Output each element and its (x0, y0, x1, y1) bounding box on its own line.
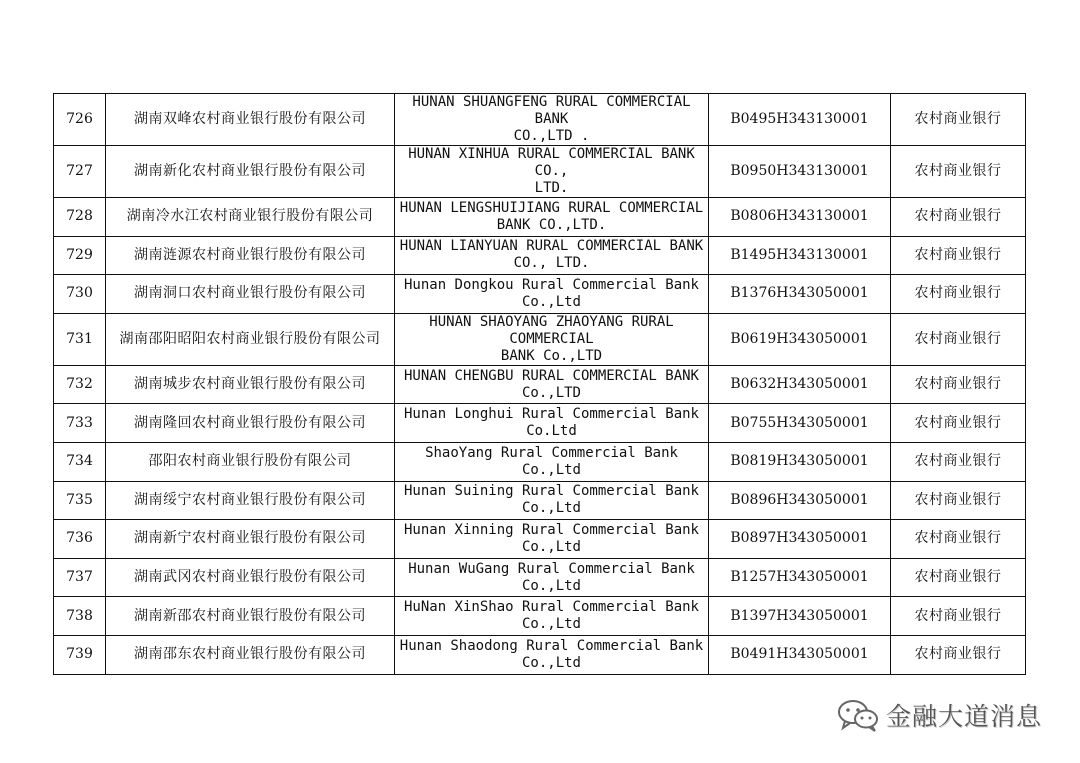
bank-name-en: Hunan Xinning Rural Commercial Bank Co.,Ltd (395, 520, 709, 559)
bank-name-en: ShaoYang Rural Commercial Bank Co.,Ltd (395, 442, 709, 481)
institution-type: 农村商业银行 (891, 635, 1026, 674)
bank-name-en: HUNAN CHENGBU RURAL COMMERCIAL BANK Co.,LTD (395, 365, 709, 404)
institution-code: B1495H343130001 (709, 236, 891, 275)
bank-name-cn: 湖南新化农村商业银行股份有限公司 (106, 146, 395, 198)
institution-type: 农村商业银行 (891, 442, 1026, 481)
institution-code: B1376H343050001 (709, 275, 891, 314)
bank-name-cn: 湖南城步农村商业银行股份有限公司 (106, 365, 395, 404)
bank-name-en: Hunan Shaodong Rural Commercial Bank Co.,Ltd (395, 635, 709, 674)
institution-type: 农村商业银行 (891, 313, 1026, 365)
row-number: 728 (54, 198, 106, 237)
table-row (54, 558, 1026, 597)
bank-name-en: HUNAN LIANYUAN RURAL COMMERCIAL BANK CO., LTD. (395, 236, 709, 275)
institution-type: 农村商业银行 (891, 520, 1026, 559)
bank-name-cn: 湖南涟源农村商业银行股份有限公司 (106, 236, 395, 275)
bank-name-en: Hunan Suining Rural Commercial Bank Co.,Ltd (395, 481, 709, 520)
institution-code: B1257H343050001 (709, 558, 891, 597)
bank-name-en: HUNAN SHUANGFENG RURAL COMMERCIAL BANK CO.,LTD . (395, 94, 709, 146)
bank-name-cn: 湖南绥宁农村商业银行股份有限公司 (106, 481, 395, 520)
institution-code: B0755H343050001 (709, 404, 891, 443)
bank-name-cn: 邵阳农村商业银行股份有限公司 (106, 442, 395, 481)
institution-type: 农村商业银行 (891, 198, 1026, 237)
institution-code: B0819H343050001 (709, 442, 891, 481)
institution-type: 农村商业银行 (891, 404, 1026, 443)
bank-name-en: HUNAN XINHUA RURAL COMMERCIAL BANK CO., LTD. (395, 146, 709, 198)
row-number: 731 (54, 313, 106, 365)
institution-code: B1397H343050001 (709, 597, 891, 636)
row-number: 732 (54, 365, 106, 404)
table-row (54, 365, 1026, 404)
institution-code: B0495H343130001 (709, 94, 891, 146)
institution-code: B0806H343130001 (709, 198, 891, 237)
row-number: 726 (54, 94, 106, 146)
institution-type: 农村商业银行 (891, 94, 1026, 146)
table-row (54, 442, 1026, 481)
row-number: 733 (54, 404, 106, 443)
bank-name-cn: 湖南新宁农村商业银行股份有限公司 (106, 520, 395, 559)
row-number: 736 (54, 520, 106, 559)
institution-type: 农村商业银行 (891, 146, 1026, 198)
table-row (54, 481, 1026, 520)
row-number: 738 (54, 597, 106, 636)
bank-name-cn: 湖南邵阳昭阳农村商业银行股份有限公司 (106, 313, 395, 365)
institution-type: 农村商业银行 (891, 558, 1026, 597)
institution-type: 农村商业银行 (891, 236, 1026, 275)
table-row (54, 313, 1026, 365)
table-row (54, 94, 1026, 146)
wechat-icon (836, 697, 880, 733)
bank-name-en: Hunan WuGang Rural Commercial Bank Co.,Ltd (395, 558, 709, 597)
row-number: 729 (54, 236, 106, 275)
bank-name-en: Hunan Longhui Rural Commercial Bank Co.Ltd (395, 404, 709, 443)
row-number: 734 (54, 442, 106, 481)
bank-name-en: HUNAN LENGSHUIJIANG RURAL COMMERCIAL BANK CO.,LTD. (395, 198, 709, 237)
institution-code: B0491H343050001 (709, 635, 891, 674)
bank-name-cn: 湖南洞口农村商业银行股份有限公司 (106, 275, 395, 314)
table-row (54, 275, 1026, 314)
watermark (836, 697, 1042, 733)
bank-name-cn: 湖南冷水江农村商业银行股份有限公司 (106, 198, 395, 237)
bank-name-en: Hunan Dongkou Rural Commercial Bank Co.,Ltd (395, 275, 709, 314)
row-number: 730 (54, 275, 106, 314)
institution-type: 农村商业银行 (891, 597, 1026, 636)
institution-code: B0950H343130001 (709, 146, 891, 198)
table-row (54, 597, 1026, 636)
table-row (54, 236, 1026, 275)
row-number: 737 (54, 558, 106, 597)
bank-name-cn: 湖南双峰农村商业银行股份有限公司 (106, 94, 395, 146)
row-number: 727 (54, 146, 106, 198)
bank-name-cn: 湖南武冈农村商业银行股份有限公司 (106, 558, 395, 597)
bank-name-cn: 湖南新邵农村商业银行股份有限公司 (106, 597, 395, 636)
table-row (54, 146, 1026, 198)
table-row (54, 198, 1026, 237)
table-body (54, 94, 1026, 675)
institution-code: B0632H343050001 (709, 365, 891, 404)
institution-code: B0896H343050001 (709, 481, 891, 520)
table-row (54, 635, 1026, 674)
row-number: 735 (54, 481, 106, 520)
institution-code: B0897H343050001 (709, 520, 891, 559)
table-row (54, 404, 1026, 443)
watermark-text: 金融大道消息 (886, 702, 1043, 731)
institution-type: 农村商业银行 (891, 275, 1026, 314)
institution-type: 农村商业银行 (891, 365, 1026, 404)
bank-name-en: HuNan XinShao Rural Commercial Bank Co.,Ltd (395, 597, 709, 636)
bank-list-table (53, 93, 1026, 675)
bank-name-cn: 湖南邵东农村商业银行股份有限公司 (106, 635, 395, 674)
bank-name-cn: 湖南隆回农村商业银行股份有限公司 (106, 404, 395, 443)
row-number: 739 (54, 635, 106, 674)
institution-code: B0619H343050001 (709, 313, 891, 365)
bank-name-en: HUNAN SHAOYANG ZHAOYANG RURAL COMMERCIAL BANK Co.,LTD (395, 313, 709, 365)
institution-type: 农村商业银行 (891, 481, 1026, 520)
table-row (54, 520, 1026, 559)
